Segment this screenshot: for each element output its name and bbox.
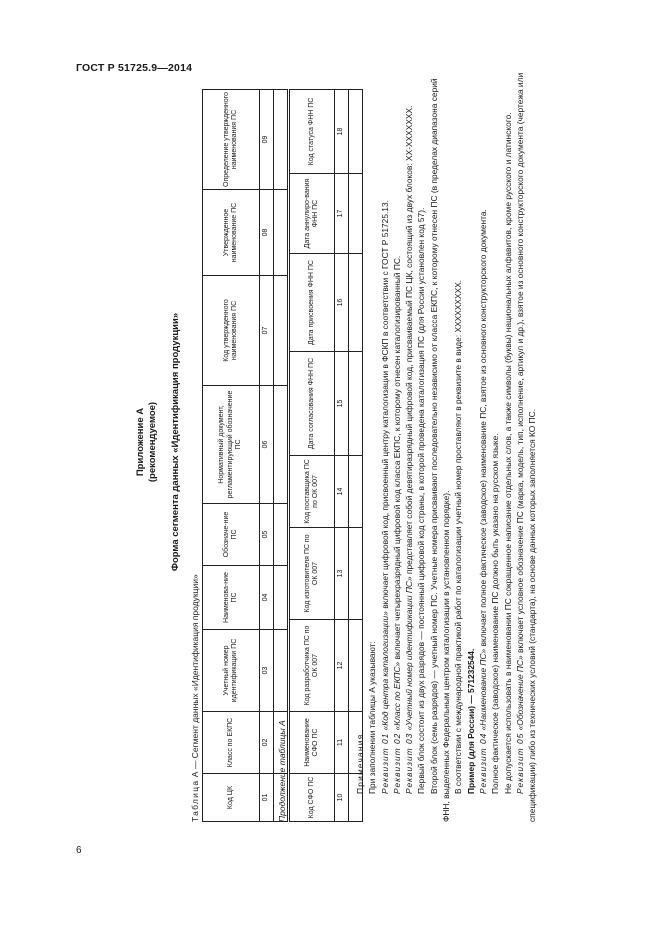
notes-section bbox=[354, 62, 538, 822]
table-a-column-number: 02 bbox=[260, 712, 274, 774]
table-a bbox=[202, 89, 288, 822]
note-requisite-02: Реквизит 02 «Класс по ЕКПС» включает четырехразрядный цифровой код класса ЕКПС, к которому отнесен каталогизированный ПС. bbox=[391, 255, 402, 794]
table-b-header: Код разработчика ПС по ОК 007 bbox=[290, 620, 335, 712]
table-a-header: Утвержденное наименование ПС bbox=[203, 190, 260, 276]
table-b-header: Код поставщика ПС по ОК 007 bbox=[290, 456, 335, 528]
table-b-header: Дата согласования ФНН ПС bbox=[290, 352, 335, 456]
note-example: Пример (для России) — 571232544. bbox=[465, 648, 476, 794]
table-a-column-number: 04 bbox=[260, 566, 274, 630]
table-a-header: Класс по ЕКПС bbox=[203, 712, 260, 774]
note-requisite-03: Реквизит 03 «Учетный номер идентификации ПС» представляет собой девятиразрядный цифровой код, присваиваемый ПС ЦК, состоящий из двух блоков: XX-XXXXXXX. bbox=[404, 105, 415, 794]
table-b-column-number: 18 bbox=[335, 90, 349, 174]
form-title: Форма сегмента данных «Идентификация продукции» bbox=[170, 312, 181, 572]
table-b-column-number: 11 bbox=[335, 712, 349, 774]
table-b-column-number: 16 bbox=[335, 254, 349, 352]
table-a-column-number: 08 bbox=[260, 190, 274, 276]
table-b-header: Код изготовителя ПС по ОК 007 bbox=[290, 528, 335, 620]
appendix-heading bbox=[135, 62, 159, 822]
table-b-column-number: 12 bbox=[335, 620, 349, 712]
table-a-header: Наименова-ние ПС bbox=[203, 566, 260, 630]
note-abbreviations: Не допускается использовать в наименовании ПС сокращенное написание отдельных слов, а также символы (буквы) национальных алфавитов, кроме русского и латинского. bbox=[502, 112, 513, 794]
table-b-header-row bbox=[290, 90, 335, 822]
table-a-header: Учетный номер идентификации ПС bbox=[203, 630, 260, 712]
table-b-header: Дата аннулиро-вания ФНН ПС bbox=[290, 174, 335, 254]
rotated-page-content bbox=[135, 62, 611, 822]
table-a-continuation bbox=[289, 89, 363, 822]
table1-caption-label: Таблица bbox=[190, 779, 200, 822]
table-b-column-number: 15 bbox=[335, 352, 349, 456]
page-number: 6 bbox=[76, 845, 82, 856]
table-a-header: Определение утвержденного наименования ПС bbox=[203, 90, 260, 190]
table-continuation-label: Продолжение таблицы А bbox=[277, 720, 287, 822]
appendix-title: Приложение А bbox=[135, 407, 146, 477]
notes-label: Примечания bbox=[355, 733, 365, 794]
note-full-name: Полное фактическое (заводское) наименование ПС должно быть указано на русском языке. bbox=[490, 433, 501, 794]
table-a-header-row bbox=[203, 90, 260, 822]
standard-header: ГОСТ Р 51725.9—2014 bbox=[76, 62, 193, 74]
table-a-empty-row bbox=[274, 90, 288, 822]
table-b-header: Код СФО ПС bbox=[290, 774, 335, 822]
table-b-number-row bbox=[335, 90, 349, 822]
table-b-header: Наименование СФО ПС bbox=[290, 712, 335, 774]
note-requisite-04: Реквизит 04 «Наименование ПС» включает полное фактическое (заводское) наименование ПС, взятое из основного конструкторского документа. bbox=[477, 209, 488, 794]
table-a-column-number: 06 bbox=[260, 386, 274, 504]
table-b-column-number: 17 bbox=[335, 174, 349, 254]
table-a-number-row bbox=[260, 90, 274, 822]
table-b-column-number: 10 bbox=[335, 774, 349, 822]
table-a-column-number: 03 bbox=[260, 630, 274, 712]
note-international-practice: В соответствии с международной практикой работ по каталогизации учетный номер проставляют в реквизите в виде: XXXXXXXXX. bbox=[453, 279, 464, 794]
note-first-block: Первый блок состоит из двух разрядов — постоянный цифровой код страны, в которой проведена каталогизация ПС (для России установлен код 57). bbox=[416, 207, 427, 794]
appendix-subtitle: (рекомендуемое) bbox=[147, 401, 158, 483]
table-b-header: Дата присвоения ФНН ПС bbox=[290, 254, 335, 352]
table1-caption-text: А — Сегмент данных «Идентификация продукции» bbox=[190, 574, 200, 778]
note-requisite-05: Реквизит 05 «Обозначение ПС» включает условное обозначение ПС (марка, модель, тип, исполнение, артикул и др.), взятое из основного конструкторского документа (чертежа или спецификации) либо из технических условий (стандарта), на основе данных которых заполняется КО ПС. bbox=[514, 72, 538, 822]
table-a-column-number: 01 bbox=[260, 774, 274, 822]
table-b-column-number: 13 bbox=[335, 528, 349, 620]
table-a-column-number: 07 bbox=[260, 276, 274, 386]
table-a-header: Обозначе-ние ПС bbox=[203, 504, 260, 566]
table-a-column-number: 09 bbox=[260, 90, 274, 190]
table-b-header: Код статуса ФНН ПС bbox=[290, 90, 335, 174]
table1-caption bbox=[190, 574, 200, 822]
table-a-column-number: 05 bbox=[260, 504, 274, 566]
note-requisite-01: Реквизит 01 «Код центра каталогизации» включает цифровой код, присвоенный центру каталогизации в ФСКП в соответствии с ГОСТ Р 51725.13. bbox=[379, 200, 390, 794]
table-b-column-number: 14 bbox=[335, 456, 349, 528]
table-a-header: Код ЦК bbox=[203, 774, 260, 822]
table-a-header: Нормативный документ, регламентирующий обозначение ПС bbox=[203, 386, 260, 504]
notes-intro: При заполнении таблицы А указывают: bbox=[367, 641, 378, 794]
table-a-header: Код утвержденного наименования ПС bbox=[203, 276, 260, 386]
note-second-block: Второй блок (семь разрядов) — учетный номер ПС. Учетные номера присваивают последовательно независимо от класса ЕКПС, к которому отнесен ПС (в пределах диапазона серий ФНН, выделенных Федеральным центром каталогизации в установленном порядке). bbox=[428, 78, 452, 822]
